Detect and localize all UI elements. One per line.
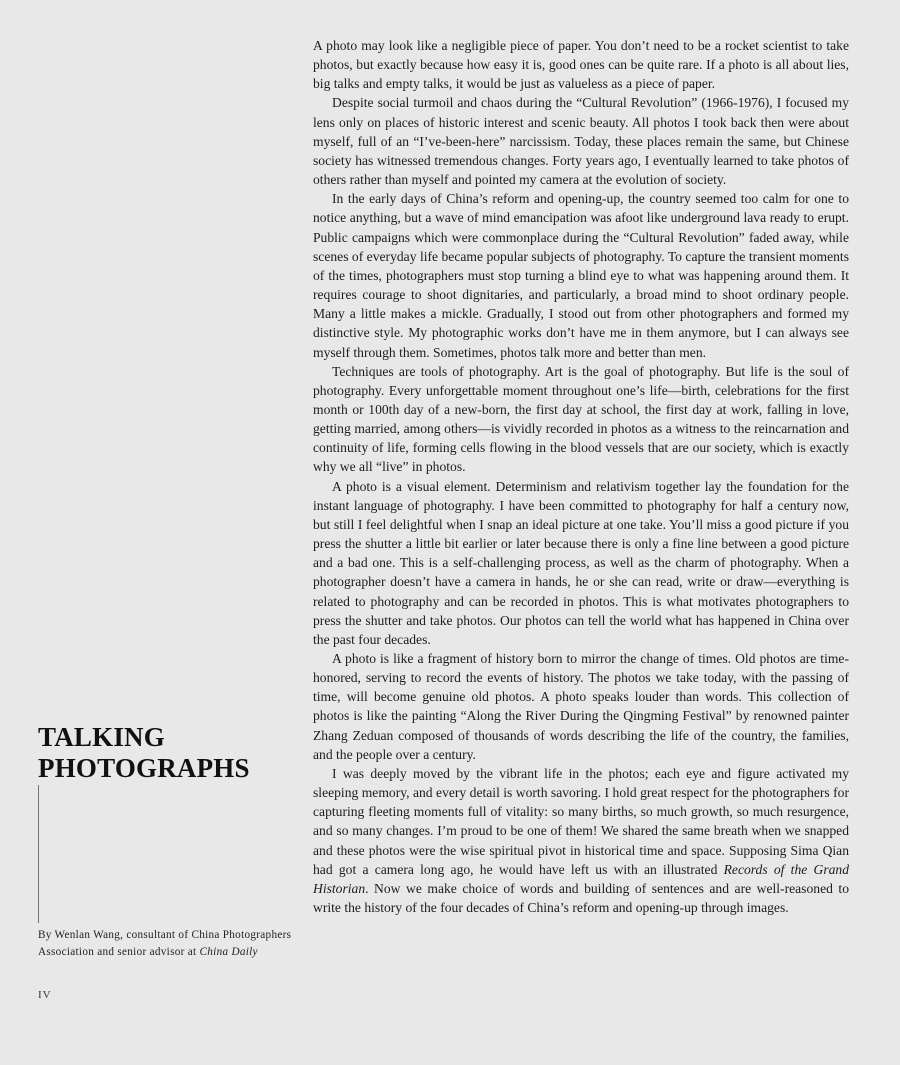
paragraph-7-text-after: . Now we make choice of words and building of sentences and are well-reasoned to write the history of the four decades of China’s reform and opening-up through images. <box>313 880 849 916</box>
page-title <box>38 722 250 784</box>
article-body <box>313 36 849 917</box>
title-line-2: PHOTOGRAPHS <box>38 753 250 783</box>
paragraph-1: A photo may look like a negligible piece of paper. You don’t need to be a rocket scientist to take photos, but exactly because how easy it is, good ones can be quite rare. If a photo is all about lies, big talks and empty talks, it would be just as valueless as a piece of paper. <box>313 38 849 92</box>
book-title: Records of the Grand Historian <box>313 861 849 896</box>
title-line-1: TALKING <box>38 722 165 752</box>
paragraph-4: Techniques are tools of photography. Art is the goal of photography. But life is the soul of photography. Every unforgettable moment throughout one’s life—birth, celebrations for the first month or 100th day of a new-born, the first day at school, the first day at work, falling in love, getting married, among others—is vividly recorded in photos as a witness to the reincarnation and continuity of life, forming cells flowing in the blood vessels that are our society, which is exactly why we all “live” in photos. <box>313 363 849 475</box>
page-number: IV <box>38 989 52 1001</box>
paragraph-7-text-before: I was deeply moved by the vibrant life in the photos; each eye and figure activated my sleeping memory, and every detail is worth savoring. I hold great respect for the photographers for capturing fleeting moments full of vitality: so many births, so much growth, so much resurgence, and so many changes. I’m proud to be one of them! We shared the same breath when we snapped and these photos were the wise spiritual pivot in historical time and space. Supposing Sima Qian had got a camera long ago, he would have left us with an illustrated <box>313 765 849 877</box>
paragraph-2: Despite social turmoil and chaos during the “Cultural Revolution” (1966-1976), I focused my lens only on places of historic interest and scenic beauty. All photos I took back then were about myself, full of an “I’ve-been-here” narcissism. Today, these places remain the same, but Chinese society has witnessed tremendous changes. Forty years ago, I eventually learned to take photos of others rather than myself and pointed my camera at the evolution of society. <box>313 95 849 188</box>
byline-publication: China Daily <box>199 946 258 958</box>
vertical-rule <box>38 785 39 923</box>
paragraph-5: A photo is a visual element. Determinism and relativism together lay the foundation for the instant language of photography. I have been committed to photography for half a century now, but still I feel delightful when I snap an ideal picture at one take. You’ll miss a good picture if you press the shutter a little bit earlier or later because there is only a fine line between a good picture and a bad one. This is a self-challenging process, as well as the charm of photography. When a photographer doesn’t have a camera in hands, he or she can read, write or draw—everything is related to photography and can be recorded in photos. This is what motivates photographers to press the shutter and take photos. Our photos can tell the world what has happened in China over the past four decades. <box>313 478 849 647</box>
paragraph-6: A photo is like a fragment of history born to mirror the change of times. Old photos are time-honored, serving to record the events of history. The photos we take today, with the passing of time, will become genuine old photos. A photo speaks louder than words. This collection of photos is like the painting “Along the River During the Qingming Festival” by renowned painter Zhang Zeduan composed of thousands of words describing the life of the country, the families, and the people over a century. <box>313 651 849 762</box>
byline <box>38 927 298 961</box>
byline-text: By Wenlan Wang, consultant of China Photographers Association and senior advisor at <box>38 929 292 958</box>
paragraph-3: In the early days of China’s reform and opening-up, the country seemed too calm for one to notice anything, but a wave of mind emancipation was afoot like underground lava ready to erupt. Public campaigns which were commonplace during the “Cultural Revolution” faded away, while scenes of everyday life became popular subjects of photography. To capture the transient moments of the times, photographers must stop turning a blind eye to what was happening around them. It requires courage to shoot dignitaries, and particularly, a broad mind to shoot ordinary people. Many a little makes a mickle. Gradually, I stood out from other photographers and formed my distinctive style. My photographic works don’t have me in them anymore, but I can always see myself through them. Sometimes, photos talk more and better than men. <box>313 191 849 360</box>
left-column <box>38 0 292 1065</box>
paragraph-7 <box>313 764 849 917</box>
